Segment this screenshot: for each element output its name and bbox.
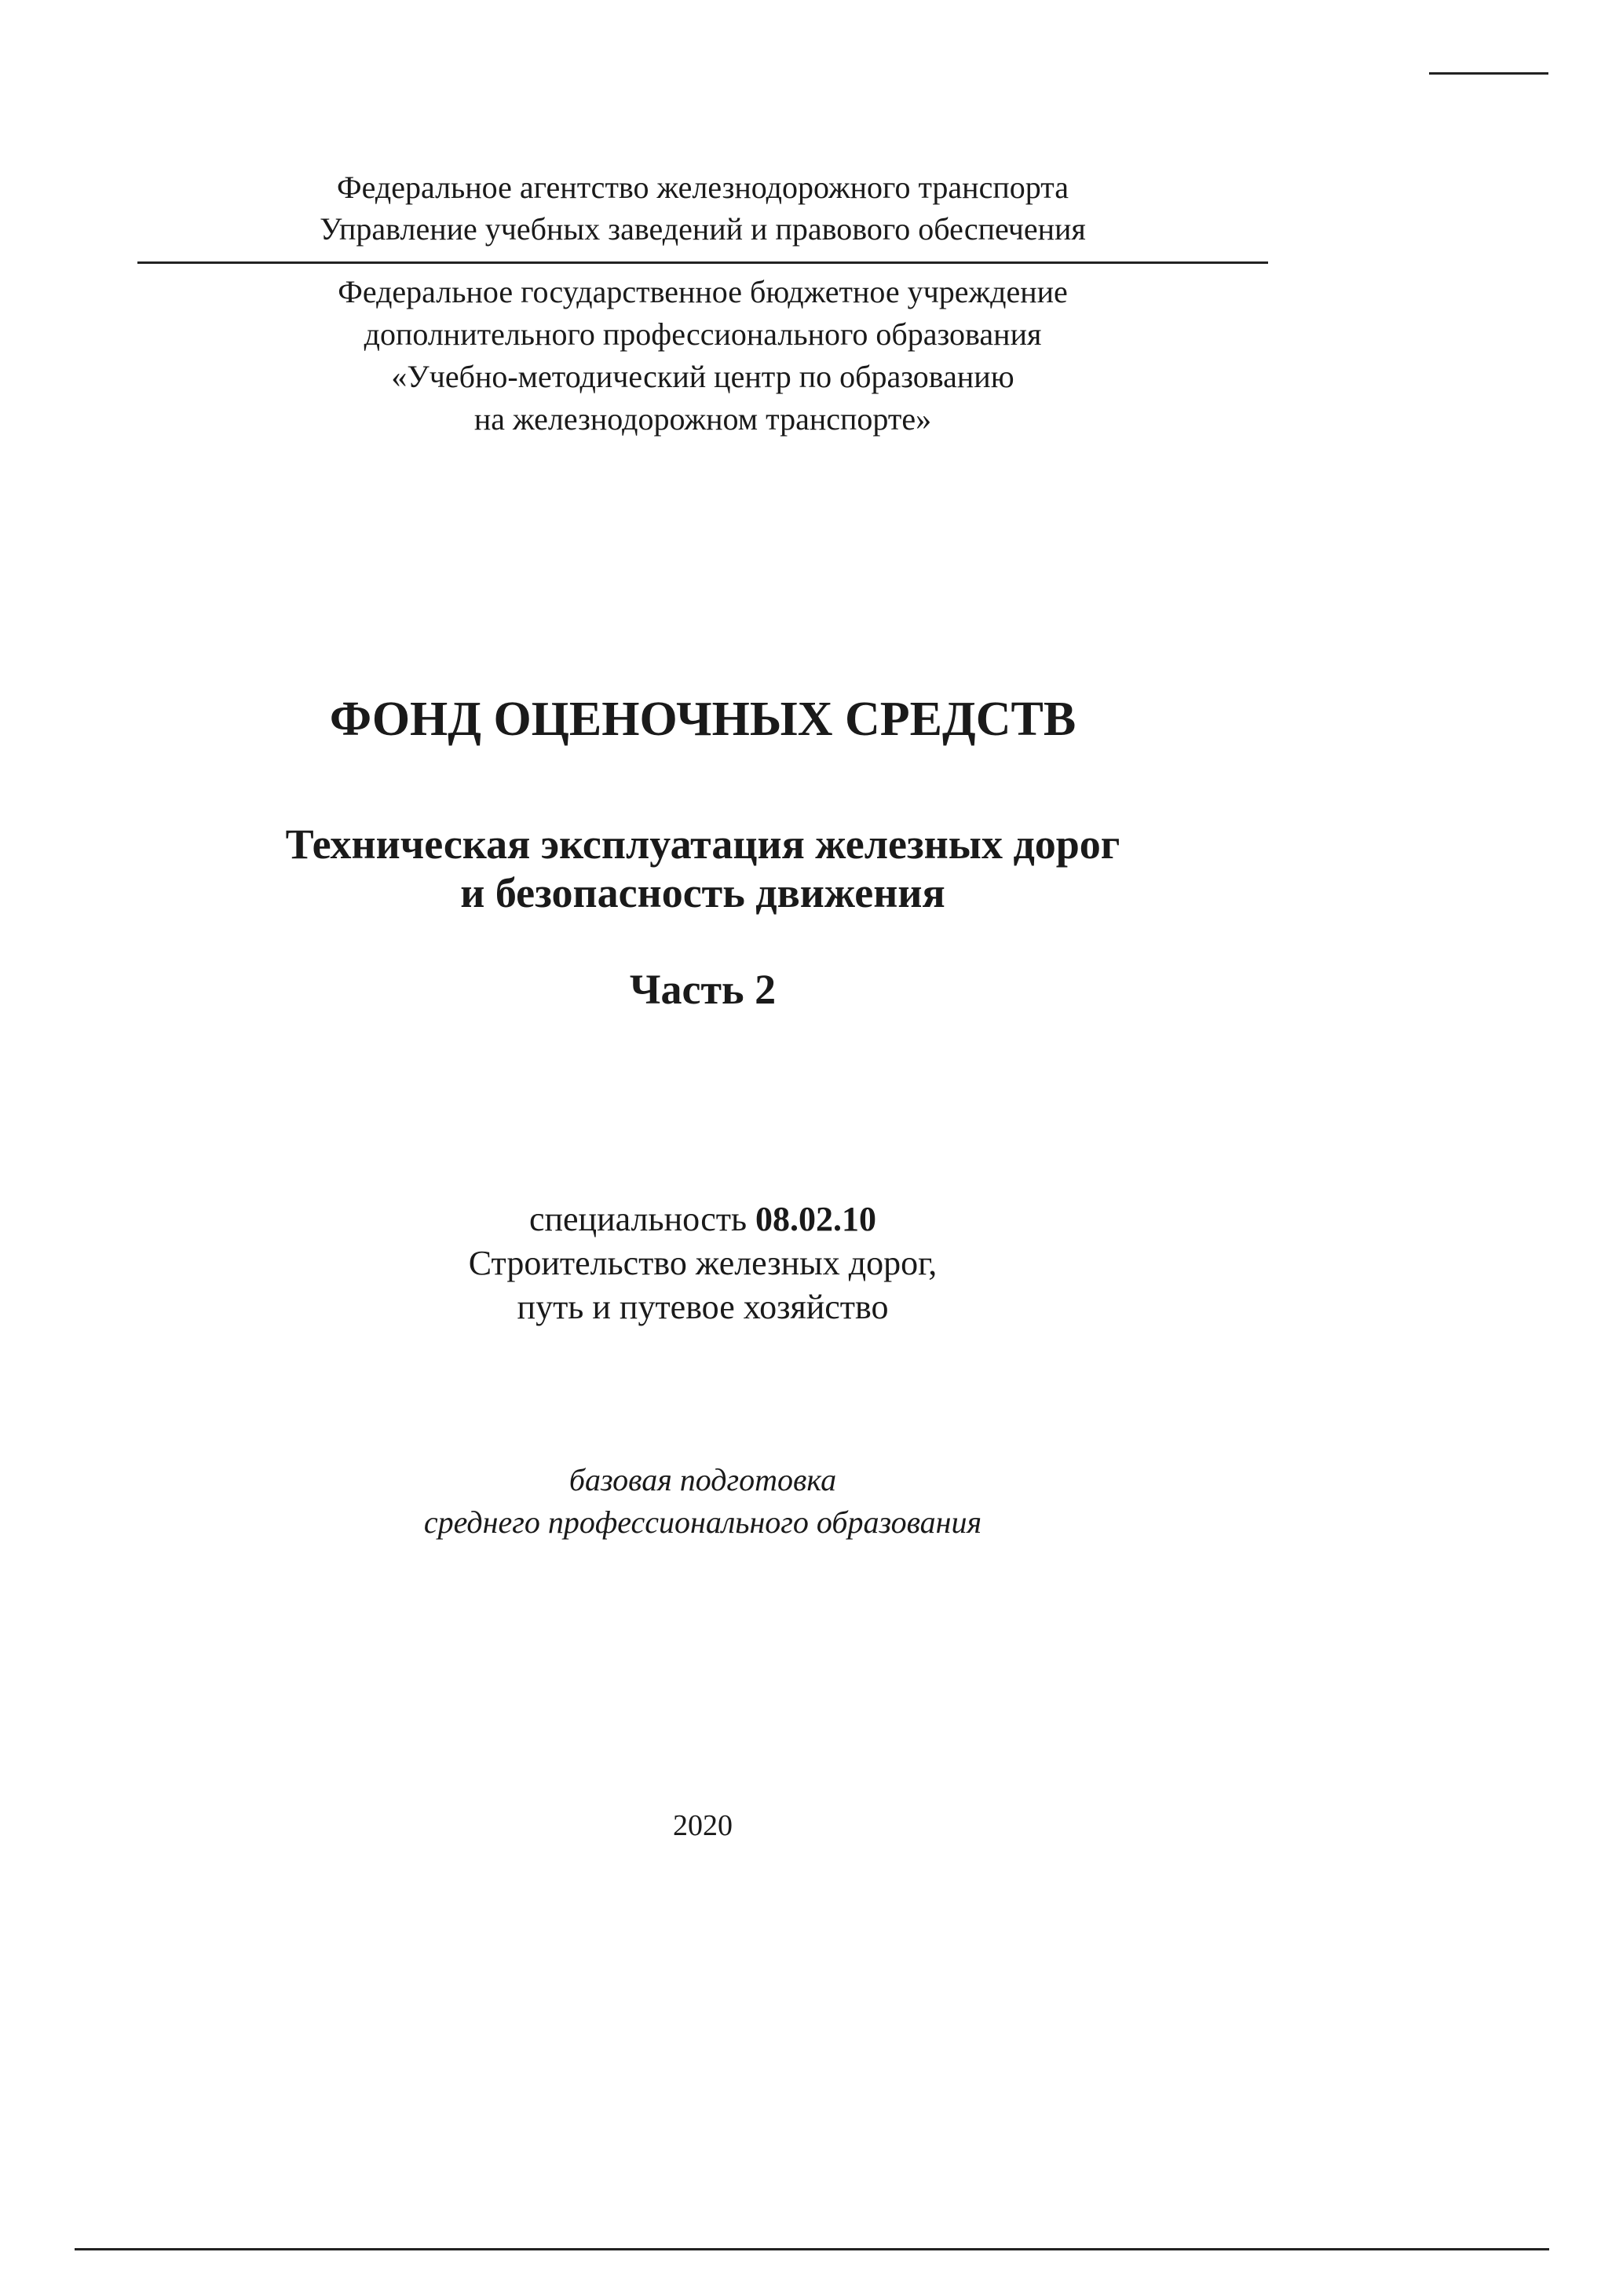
level-line-1: базовая подготовка	[568, 1462, 837, 1497]
document-part	[0, 964, 1406, 1015]
specialty-name-line-1: Строительство железных дорог,	[468, 1244, 938, 1282]
education-level	[0, 1459, 1406, 1544]
institution-line-4: на железнодорожном транспорте»	[473, 401, 932, 437]
part-label: Часть 2	[629, 966, 777, 1013]
footer-rule	[75, 2248, 1549, 2250]
agency-department: Управление учебных заведений и правового обеспечения	[320, 211, 1086, 247]
institution-line-2: дополнительного профессионального образования	[364, 316, 1042, 352]
subject-line-1: Техническая эксплуатация железных дорог	[285, 821, 1120, 868]
specialty-block	[0, 1197, 1406, 1329]
level-line-2: среднего профессионального образования	[423, 1504, 982, 1540]
subject-line-2: и безопасность движения	[460, 869, 945, 916]
publication-year	[0, 1806, 1406, 1845]
agency-header	[0, 166, 1406, 250]
year-text: 2020	[673, 1809, 733, 1842]
institution-block	[0, 271, 1406, 441]
institution-line-1: Федеральное государственное бюджетное учреждение	[338, 274, 1068, 309]
specialty-name-line-2: путь и путевое хозяйство	[517, 1288, 889, 1326]
document-title-text: ФОНД ОЦЕНОЧНЫХ СРЕДСТВ	[329, 693, 1077, 746]
agency-name: Федеральное агентство железнодорожного транспорта	[337, 170, 1069, 205]
document-title	[0, 691, 1406, 748]
document-subject	[0, 820, 1406, 917]
specialty-line	[0, 1197, 1406, 1241]
specialty-label: специальность	[528, 1200, 748, 1238]
institution-line-3: «Учебно-методический центр по образованию	[391, 359, 1014, 394]
corner-rule	[1429, 72, 1548, 75]
specialty-code: 08.02.10	[755, 1200, 877, 1238]
header-divider	[137, 261, 1268, 264]
